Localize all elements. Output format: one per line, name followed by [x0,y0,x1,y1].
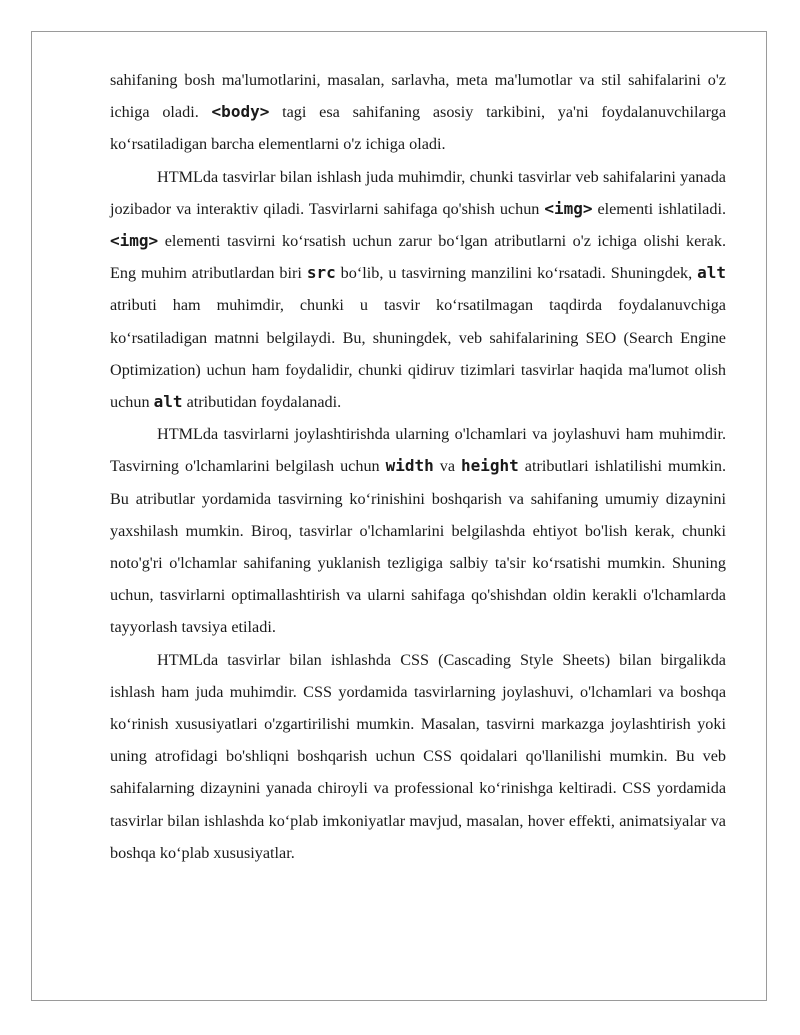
inline-code: <body> [211,102,270,122]
paragraph-text: HTMLda tasvirlar bilan ishlashda CSS (Cascading Style Sheets) bilan birgalikda ishlash ham juda muhimdir. CSS yordamida tasvirlarning joylashuvi, o'lchamlari va boshqa ko‘rinish xususiyatlari o'zgartirilishi mumkin. Masalan, tasvirni markazga joylashtirish yoki uning atrofidagi bo'shliqni boshqarish uchun CSS qoidalari qo'llanilishi mumkin. Bu veb sahifalarning dizaynini yanada chiroyli va professional ko‘rinishga keltiradi. CSS yordamida tasvirlar bilan ishlashda ko‘plab imkoniyatlar mavjud, masalan, hover effekti, animatsiyalar va boshqa ko‘plab xususiyatlar. [110,650,726,862]
paragraph-text: HTMLda tasvirlarni joylashtirishda ularning o'lchamlari va joylashuvi ham muhimdir. Tasvirning o'lchamlarini belgilash uchun [110,425,726,476]
inline-code: <img> [110,231,159,251]
paragraph [110,161,726,419]
paragraph [110,64,726,161]
paragraph-text: HTMLda tasvirlar bilan ishlash juda muhimdir, chunki tasvirlar veb sahifalarini yanada jozibador va interaktiv qiladi. Tasvirlarni sahifaga qo'shish uchun [110,167,726,218]
paragraph-text: elementi tasvirni ko‘rsatish uchun zarur bo‘lgan atributlarni o'z ichiga olishi kerak. Eng muhim atributlardan biri [110,232,726,283]
paragraph-text: tagi esa sahifaning asosiy tarkibini, ya'ni foydalanuvchilarga ko‘rsatiladigan barcha elementlarni o'z ichiga oladi. [110,103,726,154]
inline-code: alt [697,263,726,283]
inline-code: <img> [544,198,593,218]
inline-code: width [385,456,434,476]
inline-code: alt [153,392,183,412]
paragraph [110,418,726,643]
inline-code: height [461,456,519,476]
paragraph-text: elementi ishlatiladi. [592,199,726,218]
paragraph-text: atributlari ishlatilishi mumkin. Bu atributlar yordamida tasvirning ko‘rinishini boshqarish va sahifaning umumiy dizaynini yaxshilash mumkin. Biroq, tasvirlar o'lchamlarini belgilashda ehtiyot bo'lish kerak, chunki noto'g'ri o'lchamlar sahifaning yuklanish tezligiga salbiy ta'sir ko‘rsatishi mumkin. Shuning uchun, tasvirlarni optimallashtirish va ularni sahifaga qo'shishdan oldin kerakli o'lchamlarda tayyorlash tavsiya etiladi. [110,457,726,637]
paragraph-text: va [433,457,461,476]
paragraph-text: sahifaning bosh ma'lumotlarini, masalan, sarlavha, meta ma'lumotlar va stil sahifalarini o'z ichiga oladi. [110,71,726,122]
paragraph [110,644,726,869]
paragraph-text: bo‘lib, u tasvirning manzilini ko‘rsatadi. Shuningdek, [335,264,698,283]
inline-code: src [306,263,336,283]
paragraph-text: atributi ham muhimdir, chunki u tasvir ko‘rsatilmagan taqdirda foydalanuvchiga ko‘rsatiladigan matnni belgilaydi. Bu, shuningdek, veb sahifalarining SEO (Search Engine Optimization) uchun ham foydalidir, chunki qidiruv tizimlari tasvirlar haqida ma'lumot olish uchun [110,296,726,412]
paragraph-text: atributidan foydalanadi. [182,393,342,412]
document-body [110,64,726,869]
